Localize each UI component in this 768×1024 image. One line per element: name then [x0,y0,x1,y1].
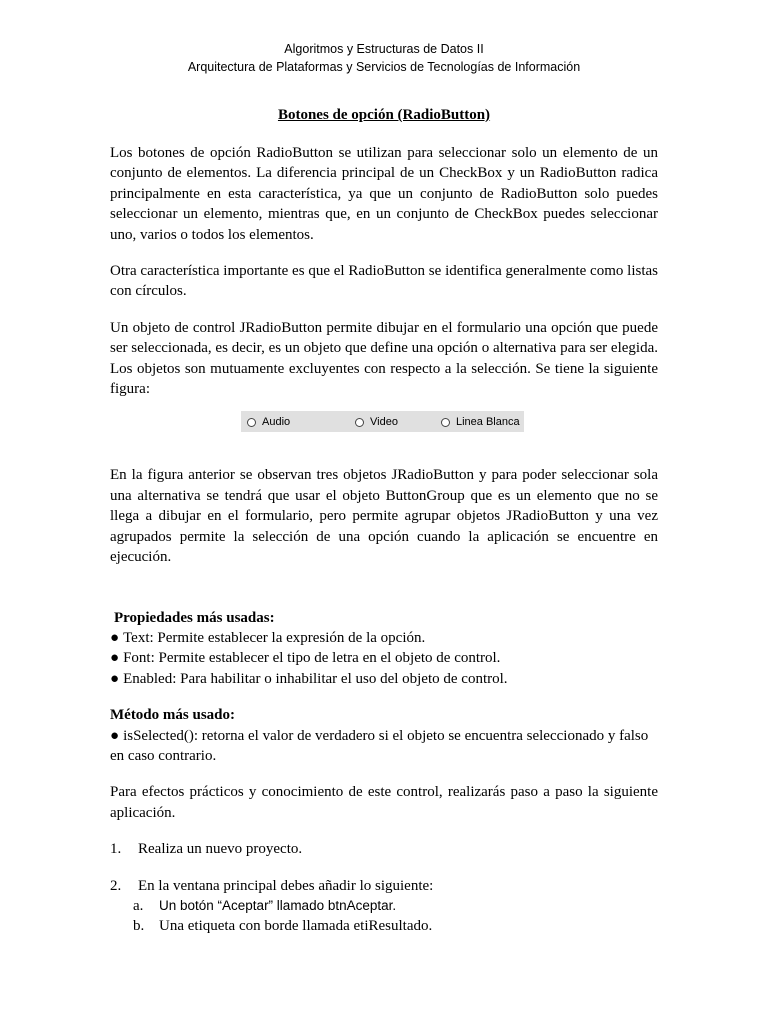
property-item-font: ● Font: Permite establecer el tipo de letra en el objeto de control. [110,648,658,668]
property-item-enabled: ● Enabled: Para habilitar o inhabilitar el uso del objeto de control. [110,669,658,689]
step-number: 2. [110,877,122,894]
radio-circle-icon [247,418,256,427]
step-number: 1. [110,841,122,858]
step-item [110,839,658,859]
document-header [0,40,768,76]
step-text: Realiza un nuevo proyecto. [138,841,303,858]
paragraph-jradiobutton: Un objeto de control JRadioButton permite dibujar en el formulario una opción que puede ser seleccionada, es decir, es un objeto que define una opción o alternativa para ser elegida. Los objetos son mutuamente excluyentes con respecto a la selección. Se tiene la siguiente figura: [110,319,658,398]
substep-text: Un botón “Aceptar” llamado btnAceptar. [159,897,397,913]
substep-item [110,896,658,916]
radio-option-audio [247,415,290,429]
radio-circle-icon [441,418,450,427]
substep-letter: b. [133,918,145,935]
radio-figure [241,411,524,432]
substep-item [110,916,658,936]
paragraph-steps-intro: Para efectos prácticos y conocimiento de este control, realizarás paso a paso la siguiente aplicación. [110,784,658,821]
paragraph-buttongroup: En la figura anterior se observan tres objetos JRadioButton y para poder seleccionar sola una alternativa se tendrá que usar el objeto ButtonGroup que es un elemento que no se llega a dibujar en el formulario, pero permite agrupar objetos JRadioButton y una vez agrupados permite la selección de una opción cuando la aplicación se encuentre en ejecución. [110,467,658,566]
header-program: Arquitectura de Plataformas y Servicios de Tecnologías de Información [187,60,581,74]
paragraph-circles: Otra característica importante es que el RadioButton se identifica generalmente como listas con círculos. [110,263,658,300]
method-item: ● isSelected(): retorna el valor de verdadero si el objeto se encuentra seleccionado y falso en caso contrario. [110,726,658,767]
radio-option-linea-blanca [441,415,520,429]
radio-circle-icon [355,418,364,427]
property-item-text: ● Text: Permite establecer la expresión de la opción. [110,628,658,648]
page-title: Botones de opción (RadioButton) [277,107,491,123]
radio-option-label: Video [370,416,398,429]
steps-list [110,839,658,937]
step-text: En la ventana principal debes añadir lo siguiente: [138,877,434,894]
method-title: Método más usado: [110,707,236,724]
properties-section [110,608,658,690]
document-body [110,143,658,937]
method-section [110,705,658,766]
paragraph-intro: Los botones de opción RadioButton se utilizan para seleccionar solo un elemento de un conjunto de elementos. La diferencia principal de un CheckBox y un RadioButton radica principalmente en esta característica, ya que un conjunto de RadioButton solo puedes seleccionar un elemento, mientras que, en un conjunto de CheckBox puedes seleccionar uno, varios o todos los elementos. [110,145,658,243]
substep-letter: a. [133,897,144,914]
step-item [110,876,658,896]
properties-title: Propiedades más usadas: [114,609,275,626]
radio-option-label: Audio [262,416,291,429]
radio-option-video [355,415,398,429]
substep-text: Una etiqueta con borde llamada etiResultado. [159,918,433,935]
header-course: Algoritmos y Estructuras de Datos II [284,42,484,56]
radio-option-label: Linea Blanca [456,416,520,429]
